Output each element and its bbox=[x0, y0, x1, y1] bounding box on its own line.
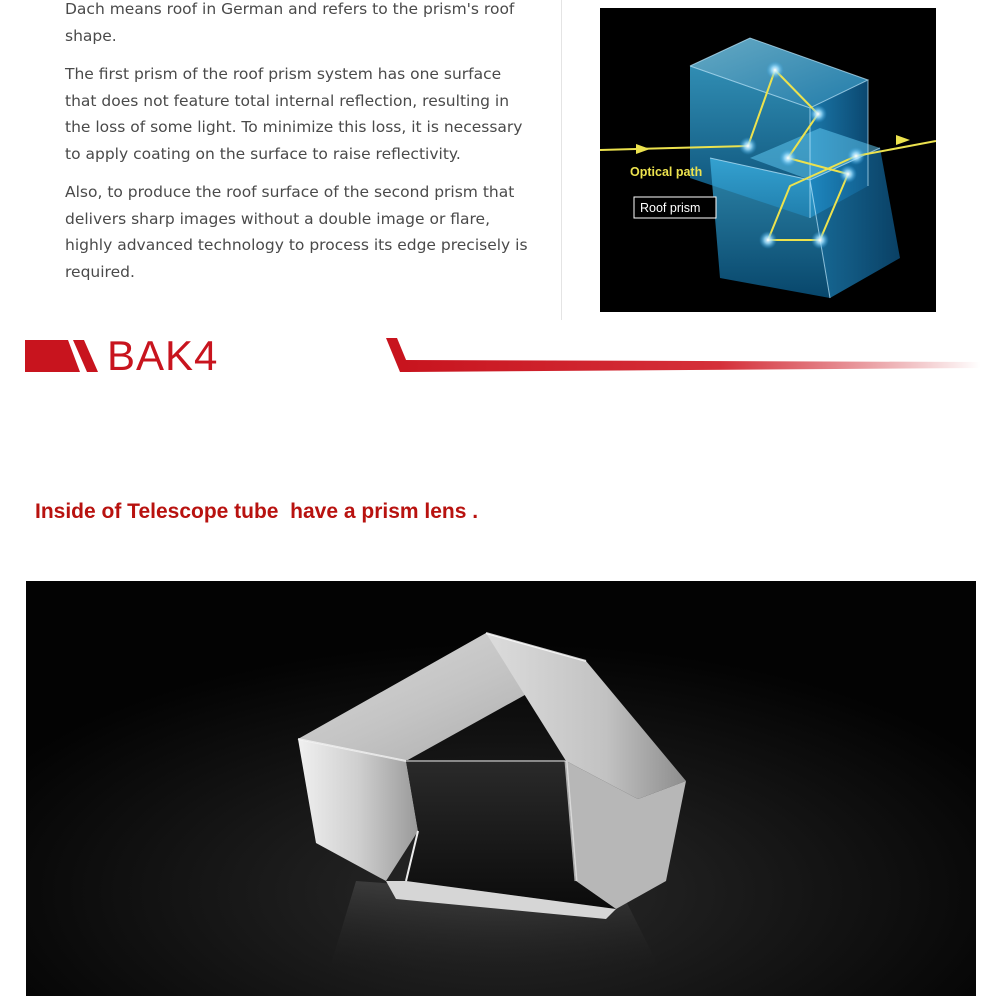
banner-title: BAK4 bbox=[107, 332, 219, 379]
intro-text bbox=[65, 0, 535, 297]
intro-paragraph: Dach means roof in German and refers to the prism's roof shape. bbox=[65, 0, 515, 45]
roof-prism-illustration bbox=[600, 8, 936, 312]
optical-path-label: Optical path bbox=[630, 165, 703, 179]
prism-photo bbox=[26, 581, 976, 996]
column-divider bbox=[561, 0, 562, 320]
intro-paragraph: The first prism of the roof prism system has one surface that does not feature total internal reflection, resulting in the loss of some light. To minimize this loss, it is necessary to apply coating on the surface to raise reflectivity. bbox=[65, 65, 523, 163]
roof-prism-diagram bbox=[600, 8, 936, 312]
description-line: Inside of Telescope tube have a prism lens . bbox=[35, 500, 479, 523]
roof-prism-label: Roof prism bbox=[640, 201, 701, 215]
glass-prism-image bbox=[26, 581, 976, 996]
intro-paragraph: Also, to produce the roof surface of the second prism that delivers sharp images without a double image or flare, highly advanced technology to process its edge precisely is required. bbox=[65, 183, 528, 281]
